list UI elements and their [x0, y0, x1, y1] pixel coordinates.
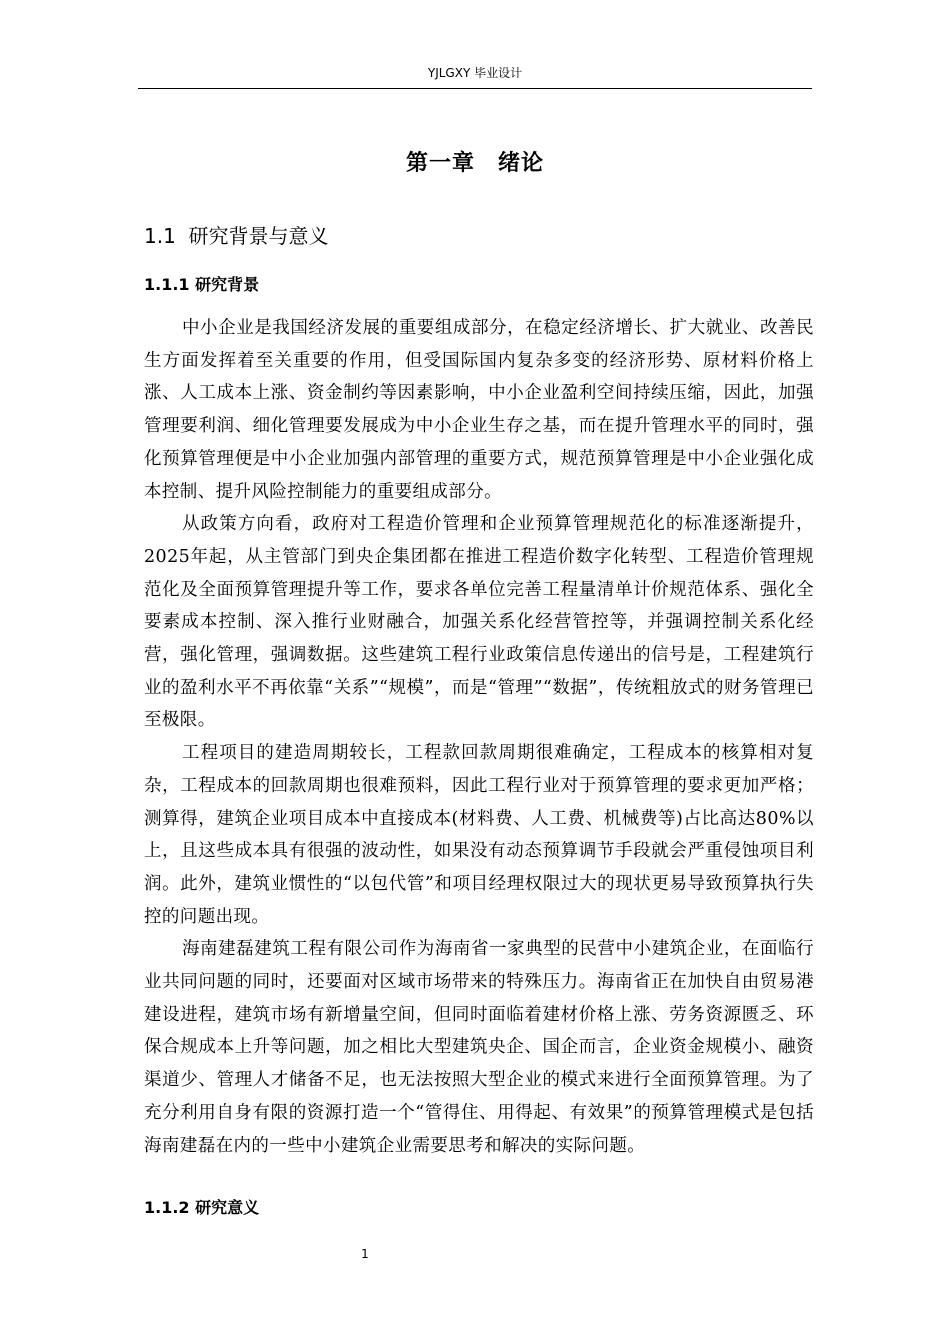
body-text — [144, 312, 814, 1162]
page-number: 1 — [361, 1247, 369, 1261]
subsection-heading-background: 1.1.1 研究背景 — [144, 275, 260, 294]
chapter-title: 第一章 绪论 — [405, 151, 544, 176]
section-heading: 1.1 研究背景与意义 — [144, 224, 329, 248]
paragraph: 海南建磊建筑工程有限公司作为海南省一家典型的民营中小建筑企业，在面临行业共同问题的同时，还要面对区域市场带来的特殊压力。海南省正在加快自由贸易港建设进程，建筑市场有新增量空间，但同时面临着建材价格上涨、劳务资源匮乏、环保合规成本上升等问题，加之相比大型建筑央企、国企而言，企业资金规模小、融资渠道少、管理人才储备不足，也无法按照大型企业的模式来进行全面预算管理。为了充分利用自身有限的资源打造一个“管得住、用得起、有效果”的预算管理模式是包括海南建磊在内的一些中小建筑企业需要思考和解决的实际问题。 — [144, 939, 814, 1156]
page-header: YJLGXY 毕业设计 — [427, 66, 523, 80]
header-divider — [138, 88, 812, 89]
paragraph: 工程项目的建造周期较长，工程款回款周期很难确定，工程成本的核算相对复杂，工程成本的回款周期也很难预料，因此工程行业对于预算管理的要求更加严格；测算得，建筑企业项目成本中直接成本(材料费、人工费、机械费等)占比高达80%以上，且这些成本具有很强的波动性，如果没有动态预算调节手段就会严重侵蚀项目利润。此外，建筑业惯性的“以包代管”和项目经理权限过大的现状更易导致预算执行失控的问题出现。 — [144, 743, 814, 927]
paragraph: 中小企业是我国经济发展的重要组成部分，在稳定经济增长、扩大就业、改善民生方面发挥着至关重要的作用，但受国际国内复杂多变的经济形势、原材料价格上涨、人工成本上涨、资金制约等因素影响，中小企业盈利空间持续压缩，因此，加强管理要利润、细化管理要发展成为中小企业生存之基，而在提升管理水平的同时，强化预算管理便是中小企业加强内部管理的重要方式，规范预算管理是中小企业强化成本控制、提升风险控制能力的重要组成部分。 — [144, 318, 814, 502]
paragraph: 从政策方向看，政府对工程造价管理和企业预算管理规范化的标准逐渐提升，2025年起，从主管部门到央企集团都在推进工程造价数字化转型、工程造价管理规范化及全面预算管理提升等工作，要求各单位完善工程量清单计价规范体系、强化全要素成本控制、深入推行业财融合，加强关系化经营管控等，并强调控制关系化经营，强化管理，强调数据。这些建筑工程行业政策信息传递出的信号是，工程建筑行业的盈利水平不再依靠“关系”“规模”，而是“管理”“数据”，传统粗放式的财务管理已至极限。 — [144, 514, 814, 731]
subsection-heading-significance: 1.1.2 研究意义 — [144, 1198, 260, 1217]
